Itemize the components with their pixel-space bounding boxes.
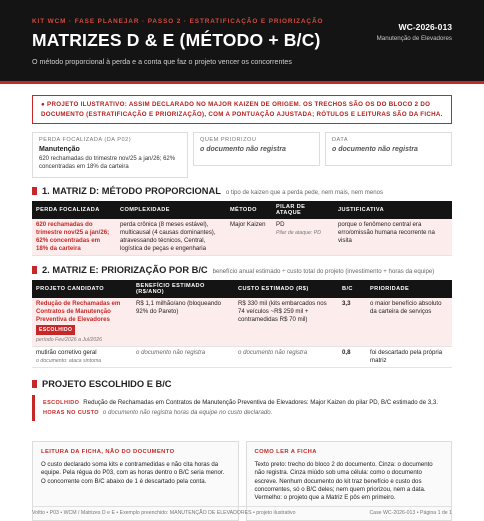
- pillar-value: PD: [276, 221, 285, 228]
- chosen-line: [43, 398, 444, 408]
- project-period: período Fev/2026 a Jul/2026: [36, 337, 103, 343]
- sheet-reading-text: O custo declarado soma kits e contramedidas e não cita horas da equipe. Pela régua do P03, com as horas dentro o B/C seria menor. O concorrente com B/C abaixo de 1 é descartado pela conta.: [41, 461, 225, 485]
- focus-loss-value: Manutenção: [39, 146, 80, 153]
- sheet-reading-title: LEITURA DA FICHA, NÃO DO DOCUMENTO: [41, 449, 175, 455]
- table-header-row: [32, 201, 452, 219]
- cell-priority: foi descartado pela própria matriz: [366, 347, 452, 368]
- table-row: [32, 347, 452, 368]
- cell-project: [32, 298, 132, 347]
- how-to-read-title: COMO LER A FICHA: [254, 449, 317, 455]
- section-marker: [32, 380, 37, 388]
- who-prioritized-label: QUEM PRIORIZOU: [200, 137, 257, 143]
- cell-cost: R$ 330 mil (kits embarcados nos 74 veículos ~R$ 259 mil + contramedidas R$ 70 mil): [234, 298, 338, 347]
- cell-cost: o documento não registra: [234, 347, 338, 368]
- section3-heading: [32, 379, 452, 389]
- section2-note: benefício anual estimado ÷ custo total do projeto (investimento + horas da equipe): [212, 268, 435, 275]
- col-header: PERDA FOCALIZADA: [32, 201, 116, 219]
- footer-right: Case WC-2026-013 • Página 1 de 1: [369, 510, 452, 516]
- page-footer: [32, 506, 452, 516]
- project-name: Redução de Rechamadas em Contratos de Manutenção Preventiva de Elevadores: [36, 300, 121, 323]
- table-header-row: [32, 280, 452, 298]
- chosen-key: ESCOLHIDO: [43, 400, 80, 406]
- col-header: BENEFÍCIO ESTIMADO (R$/ANO): [132, 280, 234, 298]
- section1-heading: [32, 186, 452, 196]
- project-period: o documento: ataca sintoma: [36, 358, 102, 364]
- col-header: PILAR DE ATAQUE: [272, 201, 334, 219]
- table-row: [32, 219, 452, 256]
- col-header: PROJETO CANDIDATO: [32, 280, 132, 298]
- section2-heading: [32, 265, 452, 275]
- page-header: [0, 0, 484, 84]
- focus-loss-card: [32, 132, 188, 178]
- cell-method: Major Kaizen: [226, 219, 272, 256]
- how-to-read-text: Texto preto: trecho do bloco 2 do documento. Cinza: o documento não registra. Cinza miúdo sob uma célula: como o documento escreve. Nenhum documento do kit traz benefício e custo dos concorrentes, só o B/C deles; nem quem priorizou, nem a data. Vermelho: o projeto que a Matriz E pôs em primeiro.: [254, 461, 433, 502]
- section-marker: [32, 187, 37, 195]
- date-card: [325, 132, 452, 166]
- cell-bc: 3,3: [338, 298, 366, 347]
- col-header: MÉTODO: [226, 201, 272, 219]
- cell-complexity: perda crônica (8 meses estável), multicausal (4 causas dominantes), atravessando técnicos, Central, logística de peças e engenharia: [116, 219, 226, 256]
- cell-benefit: o documento não registra: [132, 347, 234, 368]
- cell-justification: porque o fenômeno central era erro/omissão humana recorrente na visita: [334, 219, 452, 256]
- section-marker: [32, 266, 37, 274]
- footer-left: Voltto • P03 • WCM / Matrizes D e E • Exemplo preenchido: MANUTENÇÃO DE ELEVADORES • projeto ilustrativo: [32, 510, 296, 516]
- cell-priority: o maior benefício absoluto da carteira de serviços: [366, 298, 452, 347]
- who-prioritized-value: o documento não registra: [200, 146, 286, 153]
- date-label: DATA: [332, 137, 349, 143]
- case-subtitle: Manutenção de Elevadores: [376, 35, 452, 42]
- section2-title: 2. MATRIZ E: PRIORIZAÇÃO POR B/C: [42, 265, 208, 275]
- cell-pillar: [272, 219, 334, 256]
- chosen-project-box: [32, 395, 452, 421]
- cell-loss: 620 rechamadas do trimestre nov/25 a jan/26; 62% concentradas em 18% da carteira: [32, 219, 116, 256]
- section3-title: PROJETO ESCOLHIDO E B/C: [42, 379, 172, 389]
- hours-text: o documento não registra horas da equipe no custo declarado.: [102, 409, 273, 416]
- focus-loss-label: PERDA FOCALIZADA (DA P02): [39, 137, 132, 143]
- hours-line: [43, 408, 444, 418]
- matrix-e-table: [32, 280, 452, 368]
- matrix-d-table: [32, 201, 452, 256]
- date-value: o documento não registra: [332, 146, 418, 153]
- header-kicker: KIT WCM · FASE PLANEJAR · PASSO 2 · ESTRATIFICAÇÃO E PRIORIZAÇÃO: [32, 18, 324, 25]
- chosen-text: Redução de Rechamadas em Contratos de Manutenção Preventiva de Elevadores: Major Kaizen do pilar PD, B/C estimado de 3,3.: [83, 399, 438, 406]
- col-header: B/C: [338, 280, 366, 298]
- section1-note: o tipo de kaizen que a perda pede, nem mais, nem menos: [225, 189, 384, 196]
- hours-key: HORAS NO CUSTO: [43, 410, 99, 416]
- illustrative-notice: ● PROJETO ILUSTRATIVO: ASSIM DECLARADO NO MAJOR KAIZEN DE ORIGEM. OS TRECHOS SÃO OS DO BLOCO 2 DO DOCUMENTO (ESTRATIFICAÇÃO E PRIORIZAÇÃO), COM A PONTUAÇÃO AJUSTADA; RÓTULOS E LEITURAS SÃO DA FICHA.: [32, 95, 452, 124]
- section1-title: 1. MATRIZ D: MÉTODO PROPORCIONAL: [42, 186, 221, 196]
- project-name: mutirão corretivo geral: [36, 349, 97, 356]
- focus-loss-desc: 620 rechamadas do trimestre nov/25 a jan/26; 62% concentradas em 18% da carteira: [39, 156, 176, 170]
- cell-project: [32, 347, 132, 368]
- col-header: COMPLEXIDADE: [116, 201, 226, 219]
- case-code: WC-2026-013: [398, 22, 452, 32]
- chosen-badge: ESCOLHIDO: [36, 325, 75, 335]
- pillar-note: Pilar de ataque: PD: [276, 230, 321, 236]
- cell-bc: 0,8: [338, 347, 366, 368]
- page-subtitle: O método proporcional à perda e a conta que faz o projeto vencer os concorrentes: [32, 58, 292, 66]
- col-header: CUSTO ESTIMADO (R$): [234, 280, 338, 298]
- cell-benefit: R$ 1,1 milhão/ano (bloqueando 92% do Pareto): [132, 298, 234, 347]
- table-row: [32, 298, 452, 347]
- page-title: MATRIZES D & E (MÉTODO + B/C): [32, 30, 321, 50]
- col-header: JUSTIFICATIVA: [334, 201, 452, 219]
- summary-cards: [32, 132, 452, 178]
- col-header: PRIORIDADE: [366, 280, 452, 298]
- who-prioritized-card: [193, 132, 320, 166]
